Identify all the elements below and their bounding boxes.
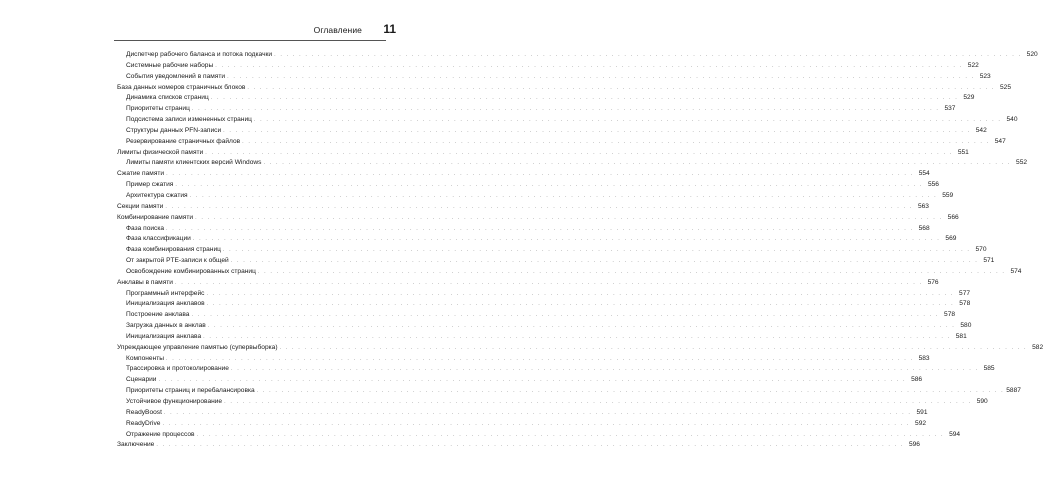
toc-entry-page: 551 (957, 148, 969, 156)
toc-entry-title: События уведомлений в памяти (126, 72, 226, 80)
toc-entry-page: 580 (960, 322, 972, 330)
toc-entry (117, 104, 956, 115)
toc-entry-title: Диспетчер рабочего баланса и потока подкачки (126, 51, 273, 58)
toc-entry-title: Устойчивое функционирование (126, 398, 223, 405)
toc-entry (117, 386, 1021, 397)
toc-leader-dots: . . . . . . . . . . . . . . . . . . . . . . . . . . . . . . . . . . . . . . . . . . . . . . . . . . . . . . . . . . . . . . . . . . . . . . . . . . . . . . . . . . . . . . . . . . . . . . . . . . . . . . . . . . . . . . . . . . . . . . . . (158, 377, 907, 384)
toc-entry (117, 202, 929, 213)
toc-leader-dots: . . . . . . . . . . . . . . . . . . . . . . . . . . . . . . . . . . . . . . . . . . . . . . . . . . . . . . . . . . . . . . . . . . . . . . . . . . . . . . . . . . . . . . . . . . . . . . . . . . . . . . . . . . . . . . . . . . . . . . . . (195, 214, 943, 221)
toc-entry-title: Фаза комбинирования страниц (126, 246, 221, 254)
toc-leader-dots: . . . . . . . . . . . . . . . . . . . . . . . . . . . . . . . . . . . . . . . . . . . . . . . . . . . . . . . . . . . . . . . . . . . . . . . . . . . . . . . . . . . . . . . . . . . . . . . . . . . . . . . . . . . . . . . . . . . . . . . . (263, 160, 1012, 167)
toc-leader-dots: . . . . . . . . . . . . . . . . . . . . . . . . . . . . . . . . . . . . . . . . . . . . . . . . . . . . . . . . . . . . . . . . . . . . . . . . . . . . . . . . . . . . . . . . . . . . . . . . . . . . . . . . . . . . . . . . . . . . . . . . (207, 323, 956, 330)
toc-entry-title: Приоритеты страниц (126, 105, 190, 113)
toc-entry-page: 554 (918, 170, 930, 178)
toc-leader-dots: . . . . . . . . . . . . . . . . . . . . . . . . . . . . . . . . . . . . . . . . . . . . . . . . . . . . . . . . . . . . . . . . . . . . . . . . . . . . . . . . . . . . . . . . . . . . . . . . . . . . . . . . . . . . . . . . . . . . . . . . (256, 388, 1005, 395)
toc-entry-title: Лимиты памяти клиентских версий Windows (126, 159, 262, 167)
toc-entry-title: Заключение (117, 441, 155, 449)
toc-entry-title: Программный интерфейс (126, 289, 205, 297)
toc-entry-page: 559 (942, 191, 954, 199)
toc-entry (117, 158, 1028, 169)
toc-entry-page: 592 (915, 419, 927, 427)
page-header (116, 22, 396, 42)
toc-leader-dots: . . . . . . . . . . . . . . . . . . . . . . . . . . . . . . . . . . . . . . . . . . . . . . . . . . . . . . . . . . . . . . . . . . . . . . . . . . . . . . . . . . . . . . . . . . . . . . . . . . . . . . . . . . . . . . . . . . . . . . . . (210, 95, 959, 102)
toc-entry-page: 596 (908, 441, 920, 449)
toc-leader-dots: . . . . . . . . . . . . . . . . . . . . . . . . . . . . . . . . . . . . . . . . . . . . . . . . . . . . . . . . . . . . . . . . . . . . . . . . . . . . . . . . . . . . . . . . . . . . . . . . . . . . . . . . . . . . . . . . . . . . . . . . (191, 106, 940, 113)
toc-entry-title: Загрузка данных в анклав (126, 322, 206, 330)
toc-leader-dots: . . . . . . . . . . . . . . . . . . . . . . . . . . . . . . . . . . . . . . . . . . . . . . . . . . . . . . . . . . . . . . . . . . . . . . . . . . . . . . . . . . . . . . . . . . . . . . . . . . . . . . . . . . . . . . . . . . . . . . . . (223, 127, 971, 134)
toc-leader-dots: . . . . . . . . . . . . . . . . . . . . . . . . . . . . . . . . . . . . . . . . . . . . . . . . . . . . . . . . . . . . . . . . . . . . . . . . . . . . . . . . . . . . . . . . . . . . . . . . . . . . . . . . . . . . . . . . . . . . . . . . (242, 138, 990, 145)
header-divider (114, 40, 386, 41)
toc-entry-title: ReadyBoost (126, 408, 162, 416)
toc-entry (117, 343, 1043, 354)
toc-entry (117, 321, 972, 332)
toc-leader-dots: . . . . . . . . . . . . . . . . . . . . . . . . . . . . . . . . . . . . . . . . . . . . . . . . . . . . . . . . . . . . . . . . . . . . . . . . . . . . . . . . . . . . . . . . . . . . . . . . . . . . . . . . . . . . . . . . . . . . . . . . (279, 344, 1028, 351)
toc-leader-dots: . . . . . . . . . . . . . . . . . . . . . . . . . . . . . . . . . . . . . . . . . . . . . . . . . . . . . . . . . . . . . . . . . . . . . . . . . . . . . . . . . . . . . . . . . . . . . . . . . . . . . . . . . . . . . . . . . . . . . . . . (257, 268, 1006, 275)
toc-entry (117, 61, 979, 72)
toc-entry-page: 574 (1010, 267, 1022, 275)
toc-entry (117, 115, 1018, 126)
toc-entry-title: Инициализация анклава (126, 332, 202, 340)
toc-leader-dots: . . . . . . . . . . . . . . . . . . . . . . . . . . . . . . . . . . . . . . . . . . . . . . . . . . . . . . . . . . . . . . . . . . . . . . . . . . . . . . . . . . . . . . . . . . . . . . . . . . . . . . . . . . . . . . . . . . . . . . . . (165, 203, 913, 210)
toc-entry-page: 591 (916, 408, 928, 416)
toc-entry-title: Инициализация анклавов (126, 300, 205, 308)
toc-leader-dots: . . . . . . . . . . . . . . . . . . . . . . . . . . . . . . . . . . . . . . . . . . . . . . . . . . . . . . . . . . . . . . . . . . . . . . . . . . . . . . . . . . . . . . . . . . . . . . . . . . . . . . . . . . . . . . . . . . . . . . . . (274, 52, 1022, 58)
toc-entry (117, 332, 967, 343)
toc-entry-page: 563 (917, 202, 929, 210)
toc-entry-title: Отражение процессов (126, 430, 195, 438)
toc-entry (117, 440, 920, 451)
toc-entry (117, 148, 969, 159)
toc-entry-title: Структуры данных PFN-записи (126, 126, 222, 134)
toc-entry-title: Упреждающее управление памятью (супервыборка) (117, 343, 278, 351)
toc-entry-title: Компоненты (126, 354, 164, 362)
toc-entry-page: 590 (976, 398, 988, 405)
toc-entry-page: 540 (1006, 116, 1018, 124)
toc-leader-dots: . . . . . . . . . . . . . . . . . . . . . . . . . . . . . . . . . . . . . . . . . . . . . . . . . . . . . . . . . . . . . . . . . . . . . . . . . . . . . . . . . . . . . . . . . . . . . . . . . . . . . . . . . . . . . . . . . . . . . . . . (174, 279, 923, 286)
toc-entry-page: 576 (927, 278, 939, 286)
toc-entry-title: Пример сжатия (126, 181, 174, 189)
toc-entry-page: 577 (959, 289, 971, 297)
toc-entry (117, 310, 956, 321)
toc-entry-title: ReadyDrive (126, 419, 161, 427)
toc-entry-page: 520 (1026, 51, 1038, 58)
toc-entry-title: Освобождение комбинированных страниц (126, 267, 256, 275)
toc-entry-title: Архитектура сжатия (126, 191, 188, 199)
toc-entry (117, 245, 987, 256)
toc-entry (117, 213, 959, 224)
toc-entry (117, 267, 1022, 278)
toc-entry (117, 169, 930, 180)
toc-leader-dots: . . . . . . . . . . . . . . . . . . . . . . . . . . . . . . . . . . . . . . . . . . . . . . . . . . . . . . . . . . . . . . . . . . . . . . . . . . . . . . . . . . . . . . . . . . . . . . . . . . . . . . . . . . . . . . . . . . . . . . . . (230, 366, 979, 373)
toc-entry-title: Динамика списков страниц (126, 94, 209, 102)
toc-entry-page: 529 (963, 94, 975, 102)
toc-entry (117, 126, 987, 137)
header-title: Оглавление (313, 25, 362, 35)
toc-entry-page: 571 (983, 257, 995, 265)
toc-entry-page: 569 (945, 235, 957, 243)
toc-entry-page: 525 (1000, 83, 1012, 91)
toc-entry-page: 5887 (1006, 387, 1021, 395)
toc-entry-page: 566 (947, 213, 959, 221)
toc-entry-page: 568 (918, 224, 930, 232)
toc-leader-dots: . . . . . . . . . . . . . . . . . . . . . . . . . . . . . . . . . . . . . . . . . . . . . . . . . . . . . . . . . . . . . . . . . . . . . . . . . . . . . . . . . . . . . . . . . . . . . . . . . . . . . . . . . . . . . . . . . . . . . . . . (230, 258, 979, 265)
toc-entry (117, 234, 957, 245)
toc-entry-page: 583 (918, 354, 930, 362)
toc-entry (117, 299, 971, 310)
toc-entry (117, 93, 975, 104)
toc-entry-title: Построение анклава (126, 311, 190, 319)
toc-entry (117, 191, 954, 202)
toc-entry-page: 570 (975, 246, 987, 254)
toc-leader-dots: . . . . . . . . . . . . . . . . . . . . . . . . . . . . . . . . . . . . . . . . . . . . . . . . . . . . . . . . . . . . . . . . . . . . . . . . . . . . . . . . . . . . . . . . . . . . . . . . . . . . . . . . . . . . . . . . . . . . . . . . (191, 312, 940, 319)
toc-entry (117, 419, 927, 430)
toc-entry-page: 537 (944, 105, 956, 113)
toc-entry (117, 354, 930, 365)
toc-leader-dots: . . . . . . . . . . . . . . . . . . . . . . . . . . . . . . . . . . . . . . . . . . . . . . . . . . . . . . . . . . . . . . . . . . . . . . . . . . . . . . . . . . . . . . . . . . . . . . . . . . . . . . . . . . . . . . . . . . . . . . . . (206, 301, 955, 308)
toc-entry-page: 578 (959, 300, 971, 308)
toc-entry (117, 83, 1012, 94)
toc-entry-title: Сжатие памяти (117, 170, 165, 178)
toc-leader-dots: . . . . . . . . . . . . . . . . . . . . . . . . . . . . . . . . . . . . . . . . . . . . . . . . . . . . . . . . . . . . . . . . . . . . . . . . . . . . . . . . . . . . . . . . . . . . . . . . . . . . . . . . . . . . . . . . . . . . . . . . (247, 84, 996, 91)
toc-entry-page: 552 (1016, 159, 1028, 167)
toc-leader-dots: . . . . . . . . . . . . . . . . . . . . . . . . . . . . . . . . . . . . . . . . . . . . . . . . . . . . . . . . . . . . . . . . . . . . . . . . . . . . . . . . . . . . . . . . . . . . . . . . . . . . . . . . . . . . . . . . . . . . . . . . (175, 182, 923, 189)
toc-entry-page: 582 (1032, 343, 1043, 351)
toc-entry-title: Лимиты физической памяти (117, 148, 204, 156)
toc-entry (117, 408, 928, 419)
toc-entry-title: Трассировка и протоколирование (126, 365, 229, 373)
toc-entry-page: 523 (979, 72, 991, 80)
toc-entry-title: Приоритеты страниц и перебалансировка (126, 387, 255, 395)
toc-entry-page: 586 (911, 376, 923, 384)
toc-entry-title: Комбинирование памяти (117, 213, 194, 221)
toc-entry-title: Анклавы в памяти (117, 278, 173, 286)
toc-leader-dots: . . . . . . . . . . . . . . . . . . . . . . . . . . . . . . . . . . . . . . . . . . . . . . . . . . . . . . . . . . . . . . . . . . . . . . . . . . . . . . . . . . . . . . . . . . . . . . . . . . . . . . . . . . . . . . . . . . . . . . . . (166, 355, 914, 362)
toc-entry-page: 556 (927, 181, 939, 189)
toc-entry (117, 375, 923, 386)
toc-leader-dots: . . . . . . . . . . . . . . . . . . . . . . . . . . . . . . . . . . . . . . . . . . . . . . . . . . . . . . . . . . . . . . . . . . . . . . . . . . . . . . . . . . . . . . . . . . . . . . . . . . . . . . . . . . . . . . . . . . . . . . . . (192, 236, 941, 243)
toc-leader-dots: . . . . . . . . . . . . . . . . . . . . . . . . . . . . . . . . . . . . . . . . . . . . . . . . . . . . . . . . . . . . . . . . . . . . . . . . . . . . . . . . . . . . . . . . . . . . . . . . . . . . . . . . . . . . . . . . . . . . . . . . (215, 62, 963, 69)
toc-entry (117, 430, 961, 441)
toc-leader-dots: . . . . . . . . . . . . . . . . . . . . . . . . . . . . . . . . . . . . . . . . . . . . . . . . . . . . . . . . . . . . . . . . . . . . . . . . . . . . . . . . . . . . . . . . . . . . . . . . . . . . . . . . . . . . . . . . . . . . . . . . (224, 399, 972, 405)
toc-entry (117, 278, 939, 289)
toc-leader-dots: . . . . . . . . . . . . . . . . . . . . . . . . . . . . . . . . . . . . . . . . . . . . . . . . . . . . . . . . . . . . . . . . . . . . . . . . . . . . . . . . . . . . . . . . . . . . . . . . . . . . . . . . . . . . . . . . . . . . . . . . (222, 247, 971, 254)
toc-entry-title: Подсистема записи измененных страниц (126, 116, 252, 124)
toc-entry (117, 180, 939, 191)
toc-entry (117, 137, 1006, 148)
toc-entry (117, 364, 995, 375)
toc-entry-title: Сценарии (126, 376, 157, 384)
toc-entry-page: 542 (975, 126, 987, 134)
toc-leader-dots: . . . . . . . . . . . . . . . . . . . . . . . . . . . . . . . . . . . . . . . . . . . . . . . . . . . . . . . . . . . . . . . . . . . . . . . . . . . . . . . . . . . . . . . . . . . . . . . . . . . . . . . . . . . . . . . . . . . . . . . . (253, 117, 1002, 124)
toc-entry (117, 224, 930, 235)
toc-leader-dots: . . . . . . . . . . . . . . . . . . . . . . . . . . . . . . . . . . . . . . . . . . . . . . . . . . . . . . . . . . . . . . . . . . . . . . . . . . . . . . . . . . . . . . . . . . . . . . . . . . . . . . . . . . . . . . . . . . . . . . . . (189, 192, 938, 199)
toc-entry-title: Фаза поиска (126, 224, 165, 232)
toc-leader-dots: . . . . . . . . . . . . . . . . . . . . . . . . . . . . . . . . . . . . . . . . . . . . . . . . . . . . . . . . . . . . . . . . . . . . . . . . . . . . . . . . . . . . . . . . . . . . . . . . . . . . . . . . . . . . . . . . . . . . . . . . (156, 442, 904, 449)
toc-entry-title: Системные рабочие наборы (126, 61, 214, 69)
toc-leader-dots: . . . . . . . . . . . . . . . . . . . . . . . . . . . . . . . . . . . . . . . . . . . . . . . . . . . . . . . . . . . . . . . . . . . . . . . . . . . . . . . . . . . . . . . . . . . . . . . . . . . . . . . . . . . . . . . . . . . . . . . . (163, 409, 912, 416)
toc-entry-page: 594 (949, 430, 961, 438)
toc-entry-page: 578 (944, 311, 956, 319)
toc-entry-page: 547 (994, 137, 1006, 145)
toc-entry (117, 72, 991, 83)
toc-entry-title: Фаза классификации (126, 235, 191, 243)
toc-entry (117, 289, 971, 300)
toc-leader-dots: . . . . . . . . . . . . . . . . . . . . . . . . . . . . . . . . . . . . . . . . . . . . . . . . . . . . . . . . . . . . . . . . . . . . . . . . . . . . . . . . . . . . . . . . . . . . . . . . . . . . . . . . . . . . . . . . . . . . . . . . (206, 290, 955, 297)
toc-entry-title: База данных номеров страничных блоков (117, 83, 246, 91)
table-of-contents (117, 50, 1043, 451)
toc-entry-title: От закрытой PTE-записи к общей (126, 257, 229, 265)
toc-leader-dots: . . . . . . . . . . . . . . . . . . . . . . . . . . . . . . . . . . . . . . . . . . . . . . . . . . . . . . . . . . . . . . . . . . . . . . . . . . . . . . . . . . . . . . . . . . . . . . . . . . . . . . . . . . . . . . . . . . . . . . . . (227, 73, 975, 80)
toc-leader-dots: . . . . . . . . . . . . . . . . . . . . . . . . . . . . . . . . . . . . . . . . . . . . . . . . . . . . . . . . . . . . . . . . . . . . . . . . . . . . . . . . . . . . . . . . . . . . . . . . . . . . . . . . . . . . . . . . . . . . . . . . (196, 431, 945, 438)
toc-entry (117, 397, 988, 408)
toc-entry-page: 581 (955, 332, 967, 340)
toc-entry-page: 585 (983, 365, 995, 373)
header-page-number: 11 (383, 22, 396, 36)
toc-leader-dots: . . . . . . . . . . . . . . . . . . . . . . . . . . . . . . . . . . . . . . . . . . . . . . . . . . . . . . . . . . . . . . . . . . . . . . . . . . . . . . . . . . . . . . . . . . . . . . . . . . . . . . . . . . . . . . . . . . . . . . . . (203, 333, 951, 340)
toc-entry (117, 50, 1038, 61)
toc-entry-title: Секции памяти (117, 202, 164, 210)
toc-entry-page: 522 (967, 61, 979, 69)
toc-leader-dots: . . . . . . . . . . . . . . . . . . . . . . . . . . . . . . . . . . . . . . . . . . . . . . . . . . . . . . . . . . . . . . . . . . . . . . . . . . . . . . . . . . . . . . . . . . . . . . . . . . . . . . . . . . . . . . . . . . . . . . . . (166, 171, 914, 178)
toc-leader-dots: . . . . . . . . . . . . . . . . . . . . . . . . . . . . . . . . . . . . . . . . . . . . . . . . . . . . . . . . . . . . . . . . . . . . . . . . . . . . . . . . . . . . . . . . . . . . . . . . . . . . . . . . . . . . . . . . . . . . . . . . (166, 225, 914, 232)
toc-leader-dots: . . . . . . . . . . . . . . . . . . . . . . . . . . . . . . . . . . . . . . . . . . . . . . . . . . . . . . . . . . . . . . . . . . . . . . . . . . . . . . . . . . . . . . . . . . . . . . . . . . . . . . . . . . . . . . . . . . . . . . . . (205, 149, 953, 156)
toc-entry-title: Резервирование страничных файлов (126, 137, 241, 145)
toc-leader-dots: . . . . . . . . . . . . . . . . . . . . . . . . . . . . . . . . . . . . . . . . . . . . . . . . . . . . . . . . . . . . . . . . . . . . . . . . . . . . . . . . . . . . . . . . . . . . . . . . . . . . . . . . . . . . . . . . . . . . . . . . (162, 420, 911, 427)
toc-entry (117, 256, 995, 267)
